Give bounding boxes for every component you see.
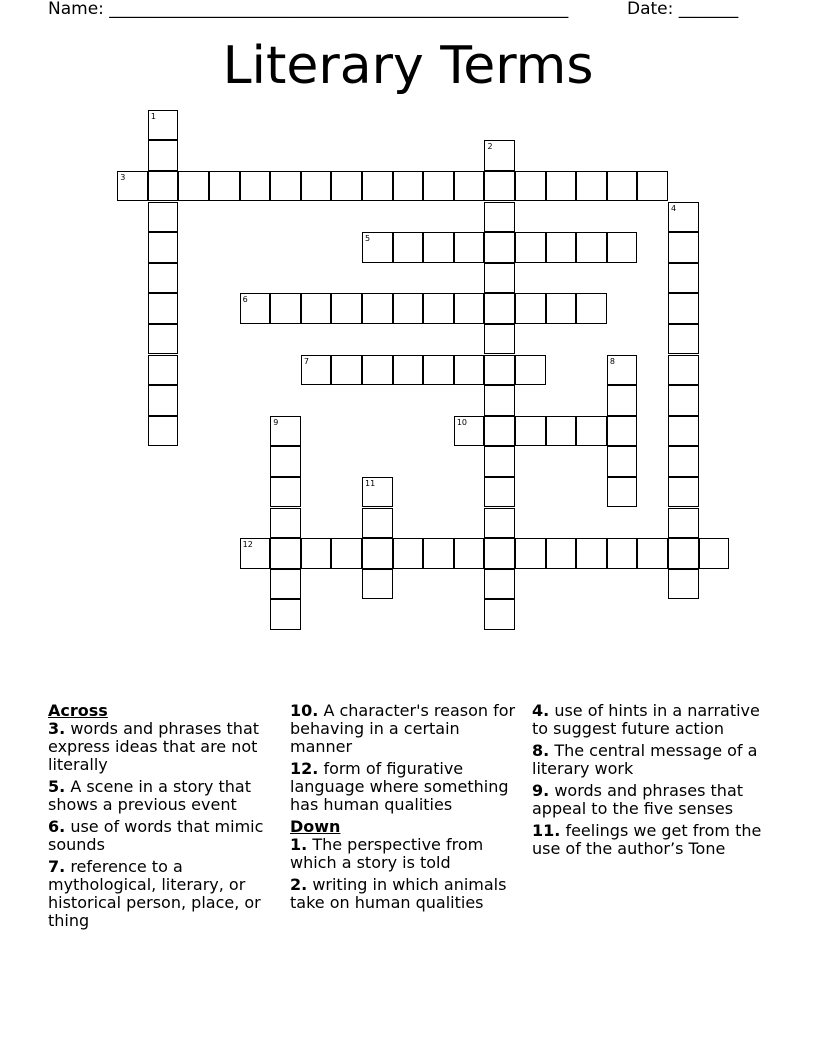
crossword-cell[interactable] bbox=[484, 171, 515, 202]
crossword-cell[interactable] bbox=[270, 446, 301, 477]
clue-item bbox=[532, 782, 772, 818]
crossword-cell[interactable] bbox=[576, 171, 607, 202]
clue-number: 12. bbox=[290, 759, 319, 778]
clue-number-label: 2 bbox=[487, 142, 493, 152]
name-blank[interactable]: ______________________________________________________ bbox=[109, 0, 569, 19]
crossword-cell[interactable] bbox=[484, 263, 515, 294]
crossword-cell[interactable] bbox=[484, 508, 515, 539]
clue-text: writing in which animals take on human qualities bbox=[290, 875, 507, 912]
crossword-cell[interactable] bbox=[240, 171, 271, 202]
clue-number-label: 8 bbox=[609, 356, 615, 366]
crossword-cell[interactable] bbox=[454, 355, 485, 386]
crossword-cell[interactable] bbox=[546, 232, 577, 263]
crossword-cell[interactable] bbox=[148, 202, 179, 233]
crossword-cell[interactable] bbox=[270, 599, 301, 630]
clue-number: 9. bbox=[532, 781, 550, 800]
crossword-cell[interactable] bbox=[637, 538, 668, 569]
crossword-cell[interactable] bbox=[668, 232, 699, 263]
crossword-cell[interactable] bbox=[148, 232, 179, 263]
crossword-cell[interactable] bbox=[301, 538, 332, 569]
crossword-cell[interactable] bbox=[546, 416, 577, 447]
crossword-cell[interactable] bbox=[515, 293, 546, 324]
crossword-cell[interactable] bbox=[607, 477, 638, 508]
crossword-cell[interactable] bbox=[393, 538, 424, 569]
clue-item bbox=[290, 876, 524, 912]
crossword-cell[interactable] bbox=[270, 538, 301, 569]
crossword-cell[interactable] bbox=[484, 140, 515, 171]
clue-number-label: 7 bbox=[303, 356, 309, 366]
name-field[interactable] bbox=[48, 0, 568, 18]
crossword-cell[interactable] bbox=[148, 140, 179, 171]
clue-text: words and phrases that appeal to the five senses bbox=[532, 781, 744, 818]
crossword-cell[interactable] bbox=[423, 293, 454, 324]
crossword-cell[interactable] bbox=[148, 110, 179, 141]
clue-text: form of figurative language where something has human qualities bbox=[290, 759, 509, 814]
crossword-cell[interactable] bbox=[515, 171, 546, 202]
crossword-cell[interactable] bbox=[393, 232, 424, 263]
clue-item bbox=[290, 702, 524, 756]
crossword-cell[interactable] bbox=[209, 171, 240, 202]
crossword-cell[interactable] bbox=[607, 385, 638, 416]
clue-item bbox=[48, 778, 280, 814]
clue-text: A scene in a story that shows a previous event bbox=[48, 777, 251, 814]
crossword-cell[interactable] bbox=[546, 171, 577, 202]
clue-text: words and phrases that express ideas that are not literally bbox=[48, 719, 260, 774]
crossword-cell[interactable] bbox=[423, 355, 454, 386]
clue-item bbox=[290, 760, 524, 814]
page-title: Literary Terms bbox=[222, 36, 594, 96]
crossword-cell[interactable] bbox=[301, 293, 332, 324]
crossword-cell[interactable] bbox=[668, 355, 699, 386]
crossword-cell[interactable] bbox=[484, 202, 515, 233]
crossword-cell[interactable] bbox=[148, 385, 179, 416]
down-heading: Down bbox=[290, 817, 341, 836]
date-field[interactable] bbox=[627, 0, 738, 18]
crossword-cell[interactable] bbox=[576, 293, 607, 324]
crossword-cell[interactable] bbox=[148, 171, 179, 202]
crossword-cell[interactable] bbox=[668, 477, 699, 508]
clue-text: A character's reason for behaving in a certain manner bbox=[290, 701, 516, 756]
crossword-cell[interactable] bbox=[362, 508, 393, 539]
crossword-cell[interactable] bbox=[484, 569, 515, 600]
crossword-cell[interactable] bbox=[331, 171, 362, 202]
crossword-cell[interactable] bbox=[362, 538, 393, 569]
clue-item bbox=[532, 822, 772, 858]
crossword-cell[interactable] bbox=[362, 477, 393, 508]
crossword-cell[interactable] bbox=[484, 324, 515, 355]
crossword-cell[interactable] bbox=[607, 416, 638, 447]
clue-number: 3. bbox=[48, 719, 66, 738]
clue-number-label: 6 bbox=[242, 295, 248, 305]
clue-number: 2. bbox=[290, 875, 308, 894]
crossword-cell[interactable] bbox=[270, 416, 301, 447]
crossword-cell[interactable] bbox=[607, 538, 638, 569]
crossword-cell[interactable] bbox=[668, 569, 699, 600]
crossword-cell[interactable] bbox=[393, 293, 424, 324]
clue-number: 8. bbox=[532, 741, 550, 760]
clue-column-3 bbox=[532, 702, 772, 862]
crossword-cell[interactable] bbox=[454, 232, 485, 263]
clue-number-label: 9 bbox=[273, 417, 279, 427]
crossword-cell[interactable] bbox=[546, 293, 577, 324]
clue-number: 4. bbox=[532, 701, 550, 720]
clue-item bbox=[290, 836, 524, 872]
date-label: Date: bbox=[627, 0, 674, 19]
crossword-cell[interactable] bbox=[331, 293, 362, 324]
crossword-cell[interactable] bbox=[607, 232, 638, 263]
crossword-cell[interactable] bbox=[607, 355, 638, 386]
crossword-cell[interactable] bbox=[484, 232, 515, 263]
crossword-cell[interactable] bbox=[148, 293, 179, 324]
crossword-cell[interactable] bbox=[148, 324, 179, 355]
crossword-cell[interactable] bbox=[515, 232, 546, 263]
clue-number-label: 1 bbox=[150, 111, 156, 121]
crossword-cell[interactable] bbox=[699, 538, 730, 569]
crossword-cell[interactable] bbox=[484, 538, 515, 569]
crossword-cell[interactable] bbox=[270, 569, 301, 600]
crossword-cell[interactable] bbox=[240, 293, 271, 324]
crossword-cell[interactable] bbox=[362, 293, 393, 324]
crossword-cell[interactable] bbox=[331, 355, 362, 386]
crossword-cell[interactable] bbox=[331, 538, 362, 569]
crossword-cell[interactable] bbox=[668, 416, 699, 447]
clue-number-label: 5 bbox=[365, 234, 371, 244]
clue-number: 11. bbox=[532, 821, 561, 840]
crossword-cell[interactable] bbox=[668, 446, 699, 477]
crossword-cell[interactable] bbox=[270, 477, 301, 508]
clue-text: The perspective from which a story is told bbox=[290, 835, 484, 872]
crossword-cell[interactable] bbox=[484, 446, 515, 477]
crossword-cell[interactable] bbox=[178, 171, 209, 202]
crossword-cell[interactable] bbox=[576, 232, 607, 263]
clue-number: 10. bbox=[290, 701, 319, 720]
crossword-cell[interactable] bbox=[423, 538, 454, 569]
crossword-cell[interactable] bbox=[576, 538, 607, 569]
crossword-cell[interactable] bbox=[301, 355, 332, 386]
crossword-cell[interactable] bbox=[423, 171, 454, 202]
clue-text: The central message of a literary work bbox=[532, 741, 758, 778]
clue-number-label: 3 bbox=[120, 172, 126, 182]
crossword-cell[interactable] bbox=[668, 538, 699, 569]
crossword-cell[interactable] bbox=[270, 293, 301, 324]
crossword-cell[interactable] bbox=[484, 477, 515, 508]
clue-text: feelings we get from the use of the author’s Tone bbox=[532, 821, 762, 858]
crossword-cell[interactable] bbox=[148, 355, 179, 386]
clue-item bbox=[532, 702, 772, 738]
crossword-cell[interactable] bbox=[668, 385, 699, 416]
clue-number-label: 4 bbox=[671, 203, 677, 213]
crossword-cell[interactable] bbox=[668, 263, 699, 294]
crossword-cell[interactable] bbox=[117, 171, 148, 202]
clue-number: 5. bbox=[48, 777, 66, 796]
crossword-cell[interactable] bbox=[454, 538, 485, 569]
crossword-cell[interactable] bbox=[607, 446, 638, 477]
crossword-cell[interactable] bbox=[576, 416, 607, 447]
crossword-cell[interactable] bbox=[148, 263, 179, 294]
crossword-cell[interactable] bbox=[362, 232, 393, 263]
crossword-cell[interactable] bbox=[393, 171, 424, 202]
crossword-cell[interactable] bbox=[270, 508, 301, 539]
crossword-cell[interactable] bbox=[515, 538, 546, 569]
crossword-cell[interactable] bbox=[668, 293, 699, 324]
clue-text: use of words that mimic sounds bbox=[48, 817, 264, 854]
crossword-cell[interactable] bbox=[668, 202, 699, 233]
clue-text: reference to a mythological, literary, or historical person, place, or thing bbox=[48, 857, 261, 930]
clue-text: use of hints in a narrative to suggest future action bbox=[532, 701, 760, 738]
crossword-cell[interactable] bbox=[484, 599, 515, 630]
clue-number: 7. bbox=[48, 857, 66, 876]
clue-item bbox=[48, 720, 280, 774]
crossword-cell[interactable] bbox=[270, 171, 301, 202]
clue-number-label: 10 bbox=[456, 417, 468, 427]
clue-number-label: 11 bbox=[365, 478, 376, 488]
crossword-cell[interactable] bbox=[607, 171, 638, 202]
crossword-cell[interactable] bbox=[423, 232, 454, 263]
crossword-cell[interactable] bbox=[362, 171, 393, 202]
clue-number: 1. bbox=[290, 835, 308, 854]
clue-item bbox=[48, 818, 280, 854]
across-heading: Across bbox=[48, 701, 108, 720]
crossword-cell[interactable] bbox=[515, 355, 546, 386]
clue-number-label: 12 bbox=[242, 540, 253, 550]
crossword-cell[interactable] bbox=[668, 508, 699, 539]
crossword-cell[interactable] bbox=[301, 171, 332, 202]
crossword-cell[interactable] bbox=[484, 355, 515, 386]
crossword-cell[interactable] bbox=[484, 416, 515, 447]
name-label: Name: bbox=[48, 0, 104, 19]
crossword-cell[interactable] bbox=[454, 416, 485, 447]
crossword-cell[interactable] bbox=[454, 293, 485, 324]
crossword-cell[interactable] bbox=[637, 171, 668, 202]
crossword-cell[interactable] bbox=[454, 171, 485, 202]
clue-column-2 bbox=[290, 702, 524, 916]
crossword-cell[interactable] bbox=[668, 324, 699, 355]
crossword-cell[interactable] bbox=[362, 569, 393, 600]
crossword-cell[interactable] bbox=[484, 385, 515, 416]
crossword-cell[interactable] bbox=[393, 355, 424, 386]
date-blank[interactable]: _______ bbox=[678, 0, 739, 19]
crossword-cell[interactable] bbox=[148, 416, 179, 447]
crossword-cell[interactable] bbox=[240, 538, 271, 569]
clue-item bbox=[532, 742, 772, 778]
crossword-cell[interactable] bbox=[484, 293, 515, 324]
crossword-cell[interactable] bbox=[515, 416, 546, 447]
clue-column-1 bbox=[48, 702, 280, 934]
crossword-cell[interactable] bbox=[362, 355, 393, 386]
crossword-cell[interactable] bbox=[546, 538, 577, 569]
clue-number: 6. bbox=[48, 817, 66, 836]
clue-item bbox=[48, 858, 280, 930]
